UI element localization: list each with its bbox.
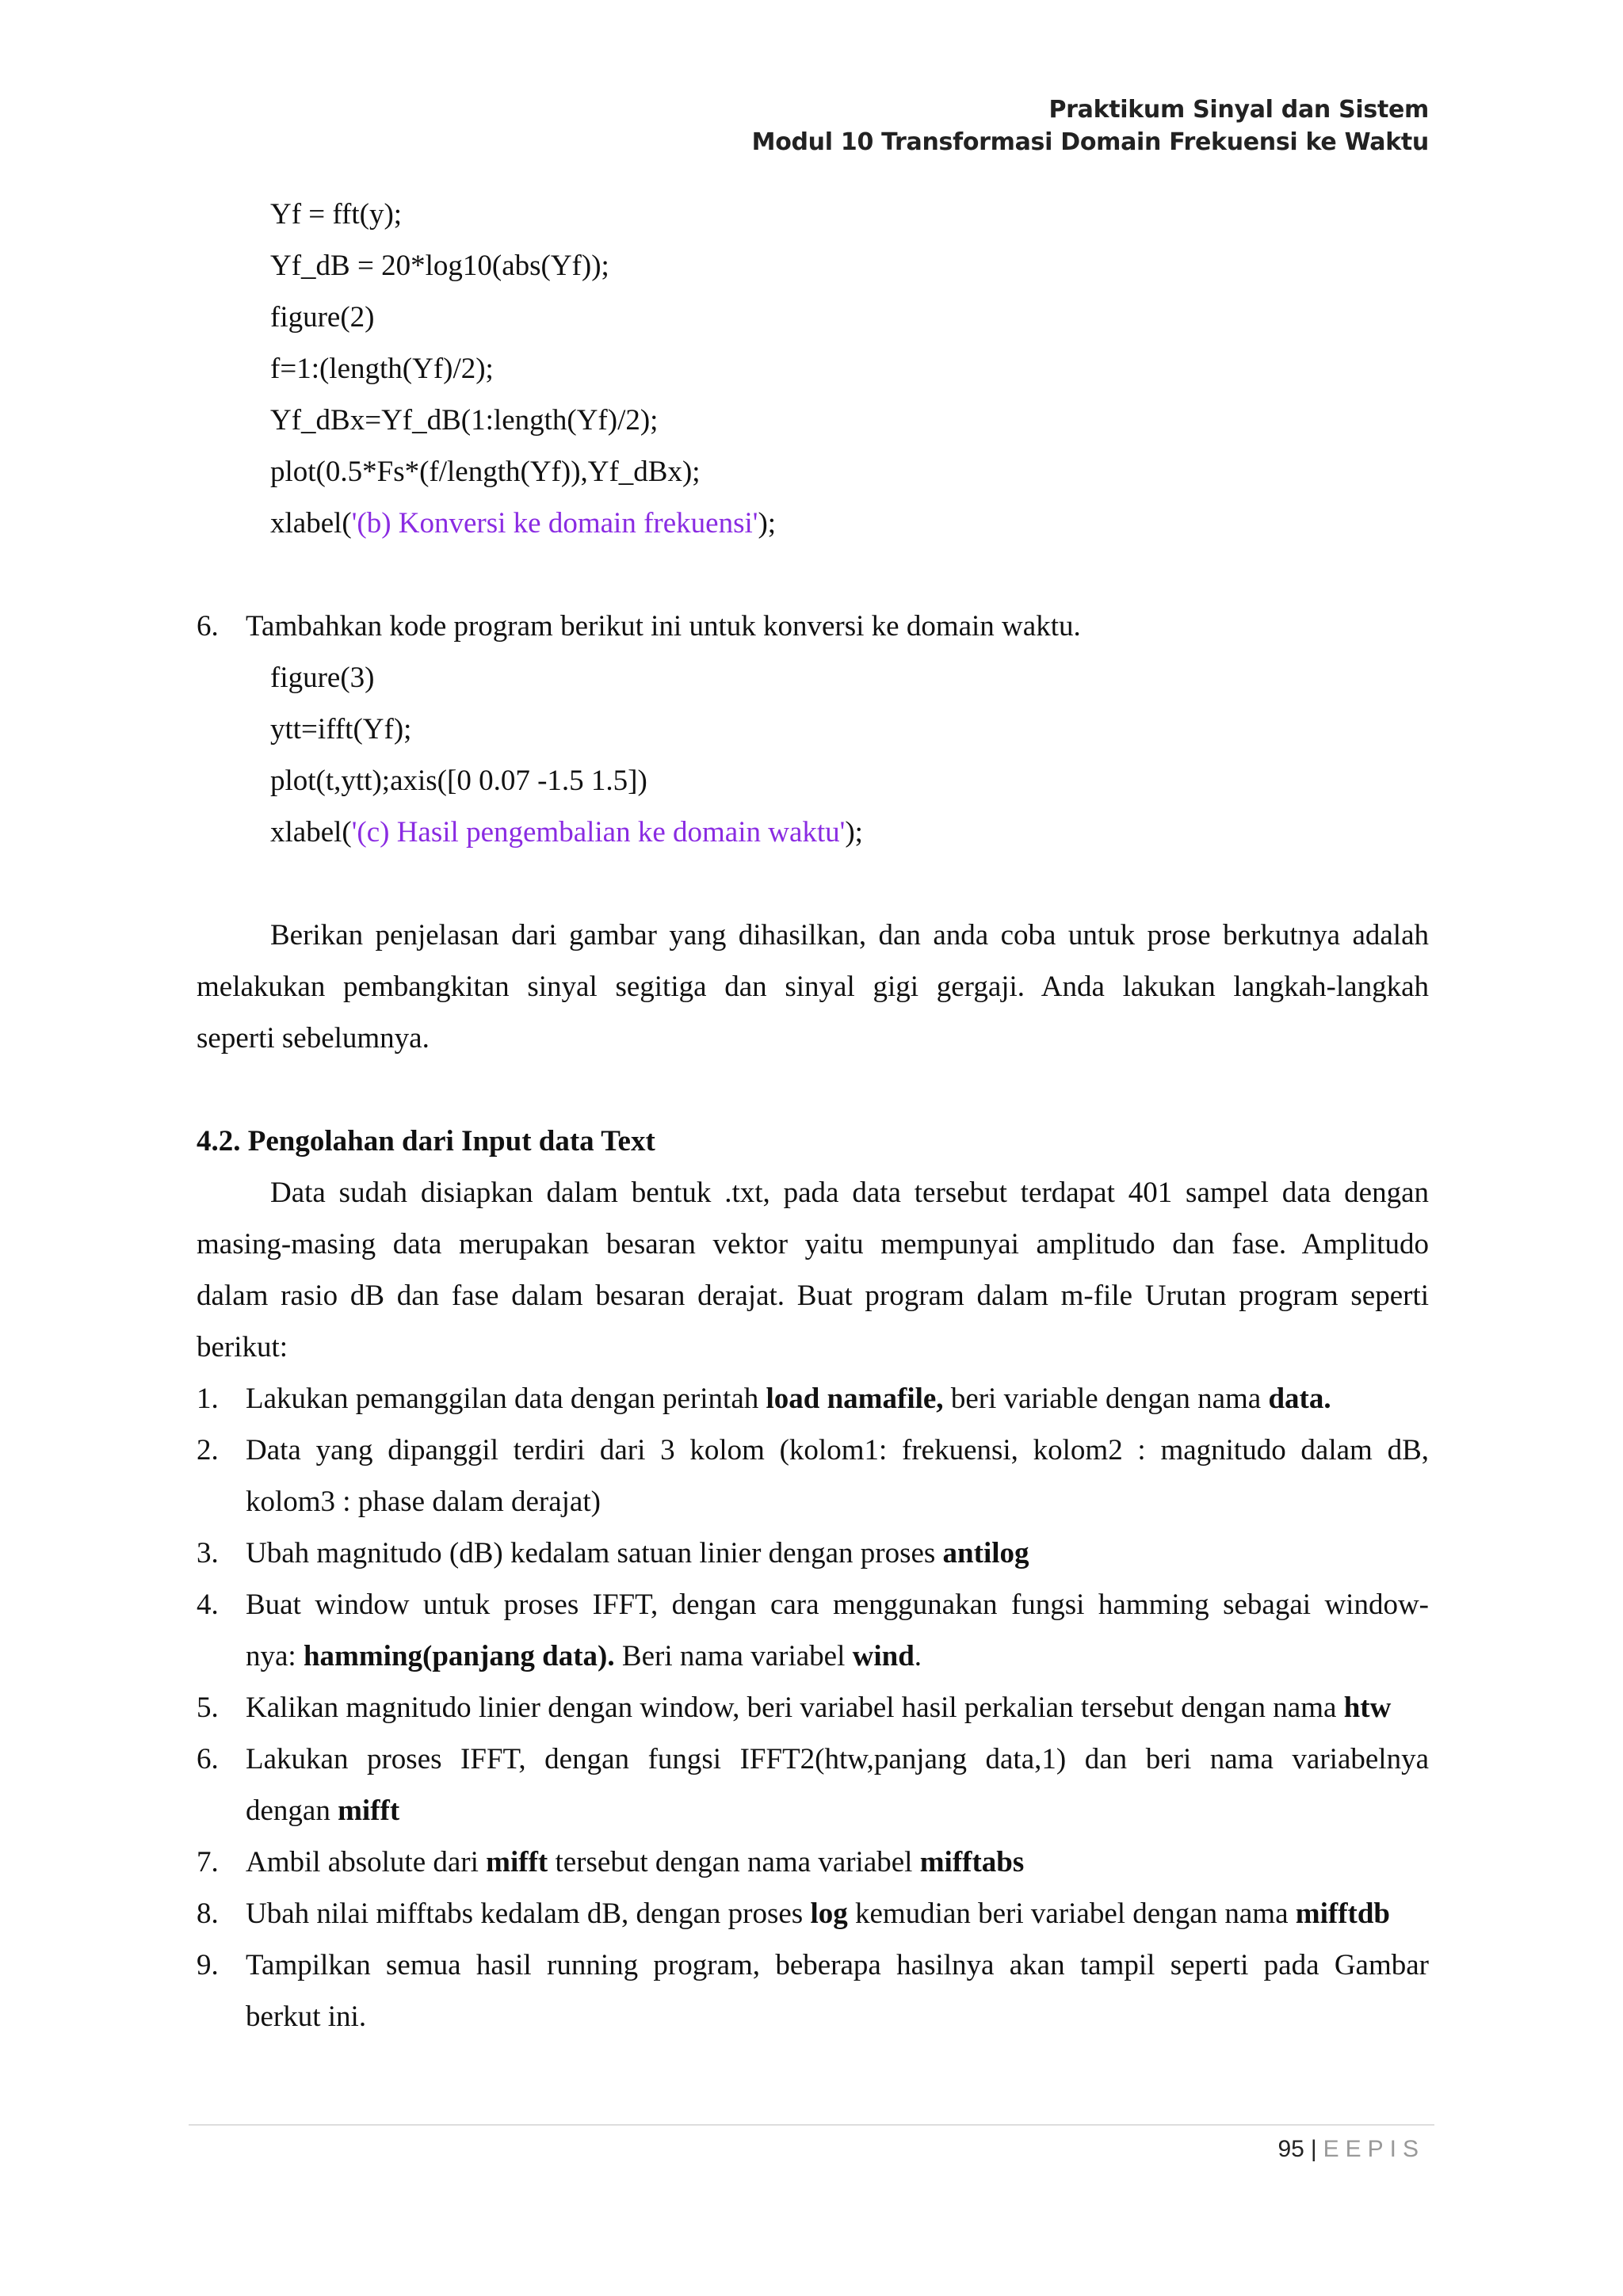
bold-text: mifft bbox=[338, 1794, 400, 1827]
code-line: figure(3) bbox=[270, 662, 375, 694]
step-text bbox=[246, 1690, 1391, 1726]
text: . bbox=[914, 1640, 922, 1672]
paragraph-line: dalam rasio dB dan fase dalam besaran derajat. Buat program dalam m-file Urutan program seperti bbox=[197, 1280, 1429, 1312]
bold-text: hamming(panjang data). bbox=[303, 1640, 615, 1672]
step-number: 2. bbox=[197, 1434, 219, 1466]
text: Ubah magnitudo (dB) kedalam satuan linier dengan proses bbox=[246, 1537, 943, 1569]
step-number: 1. bbox=[197, 1383, 219, 1415]
step-number: 9. bbox=[197, 1949, 219, 1981]
bold-text: antilog bbox=[942, 1537, 1029, 1569]
step-text: kolom3 : phase dalam derajat) bbox=[246, 1486, 601, 1518]
step-text: Tampilkan semua hasil running program, beberapa hasilnya akan tampil seperti pada Gambar bbox=[246, 1949, 1429, 1981]
text: Ubah nilai mifftabs kedalam dB, dengan proses bbox=[246, 1897, 811, 1930]
step-number: 3. bbox=[197, 1537, 219, 1569]
step-text: Data yang dipanggil terdiri dari 3 kolom (kolom1: frekuensi, kolom2 : magnitudo dalam dB, bbox=[246, 1434, 1429, 1466]
code-line-xlabel bbox=[270, 814, 863, 851]
code-text: ); bbox=[758, 507, 777, 540]
code-line: plot(0.5*Fs*(f/length(Yf)),Yf_dBx); bbox=[270, 456, 701, 488]
paragraph-line: melakukan pembangkitan sinyal segitiga dan sinyal gigi gergaji. Anda lakukan langkah-langkah bbox=[197, 971, 1429, 1003]
code-line: Yf_dB = 20*log10(abs(Yf)); bbox=[270, 250, 609, 282]
code-text: ); bbox=[845, 816, 863, 849]
code-line: plot(t,ytt);axis([0 0.07 -1.5 1.5]) bbox=[270, 765, 647, 797]
code-line: figure(2) bbox=[270, 301, 375, 334]
page-footer bbox=[1277, 2134, 1425, 2165]
string-literal: '(c) Hasil pengembalian ke domain waktu' bbox=[351, 816, 846, 849]
bold-text: mifftabs bbox=[919, 1846, 1025, 1878]
step-text bbox=[246, 1381, 1331, 1417]
step-number: 6. bbox=[197, 610, 219, 643]
step-number: 4. bbox=[197, 1589, 219, 1621]
bold-text: htw bbox=[1343, 1691, 1392, 1724]
step-number: 7. bbox=[197, 1846, 219, 1878]
step-number: 5. bbox=[197, 1691, 219, 1724]
step-number: 6. bbox=[197, 1743, 219, 1775]
string-literal: '(b) Konversi ke domain frekuensi' bbox=[351, 507, 758, 540]
step-text bbox=[246, 1638, 922, 1675]
text: tersebut dengan nama variabel bbox=[548, 1846, 920, 1878]
text: Lakukan pemanggilan data dengan perintah bbox=[246, 1383, 766, 1415]
footer-divider bbox=[189, 2124, 1434, 2126]
step-text bbox=[246, 1844, 1024, 1881]
step-text: Lakukan proses IFFT, dengan fungsi IFFT2(htw,panjang data,1) dan beri nama variabelnya bbox=[246, 1743, 1429, 1775]
text: Kalikan magnitudo linier dengan window, beri variabel hasil perkalian tersebut dengan nama bbox=[246, 1691, 1344, 1724]
step-number: 8. bbox=[197, 1897, 219, 1930]
code-text: xlabel( bbox=[270, 507, 352, 540]
text: nya: bbox=[246, 1640, 304, 1672]
code-text: xlabel( bbox=[270, 816, 352, 849]
bold-text: mifftdb bbox=[1295, 1897, 1390, 1930]
page-header bbox=[752, 93, 1429, 158]
section-heading: 4.2. Pengolahan dari Input data Text bbox=[197, 1125, 655, 1158]
text: Beri nama variabel bbox=[614, 1640, 853, 1672]
step-text: berkut ini. bbox=[246, 2000, 367, 2033]
paragraph-line: masing-masing data merupakan besaran vektor yaitu mempunyai amplitudo dan fase. Amplitudo bbox=[197, 1228, 1429, 1261]
text: Ambil absolute dari bbox=[246, 1846, 487, 1878]
paragraph-line: Berikan penjelasan dari gambar yang dihasilkan, dan anda coba untuk prose berkutnya adalah bbox=[270, 919, 1429, 952]
text: beri variable dengan nama bbox=[943, 1383, 1269, 1415]
code-line: ytt=ifft(Yf); bbox=[270, 713, 412, 746]
step-text: Tambahkan kode program berikut ini untuk konversi ke domain waktu. bbox=[246, 610, 1081, 643]
bold-text: data. bbox=[1268, 1383, 1331, 1415]
step-text bbox=[246, 1793, 399, 1829]
code-line: Yf = fft(y); bbox=[270, 198, 403, 231]
paragraph-line: Data sudah disiapkan dalam bentuk .txt, pada data tersebut terdapat 401 sampel data dengan bbox=[270, 1177, 1429, 1209]
step-text bbox=[246, 1535, 1029, 1572]
code-line: f=1:(length(Yf)/2); bbox=[270, 353, 494, 385]
header-course-title: Praktikum Sinyal dan Sistem bbox=[1048, 96, 1429, 124]
bold-text: wind bbox=[852, 1640, 915, 1672]
code-line-xlabel bbox=[270, 505, 776, 542]
page-number: 95 bbox=[1277, 2136, 1304, 2162]
bold-text: log bbox=[810, 1897, 848, 1930]
paragraph-line: seperti sebelumnya. bbox=[197, 1022, 430, 1055]
bold-text: load namafile, bbox=[766, 1383, 944, 1415]
footer-separator: | bbox=[1310, 2136, 1317, 2162]
text: dengan bbox=[246, 1794, 338, 1827]
step-text: Buat window untuk proses IFFT, dengan cara menggunakan fungsi hamming sebagai window- bbox=[246, 1589, 1429, 1621]
text: kemudian beri variabel dengan nama bbox=[847, 1897, 1296, 1930]
bold-text: mifft bbox=[486, 1846, 548, 1878]
footer-institution: EEPIS bbox=[1323, 2136, 1425, 2162]
paragraph-line: berikut: bbox=[197, 1331, 288, 1363]
step-text bbox=[246, 1896, 1390, 1932]
header-module-title: Modul 10 Transformasi Domain Frekuensi ke Waktu bbox=[751, 128, 1429, 156]
code-line: Yf_dBx=Yf_dB(1:length(Yf)/2); bbox=[270, 404, 659, 437]
